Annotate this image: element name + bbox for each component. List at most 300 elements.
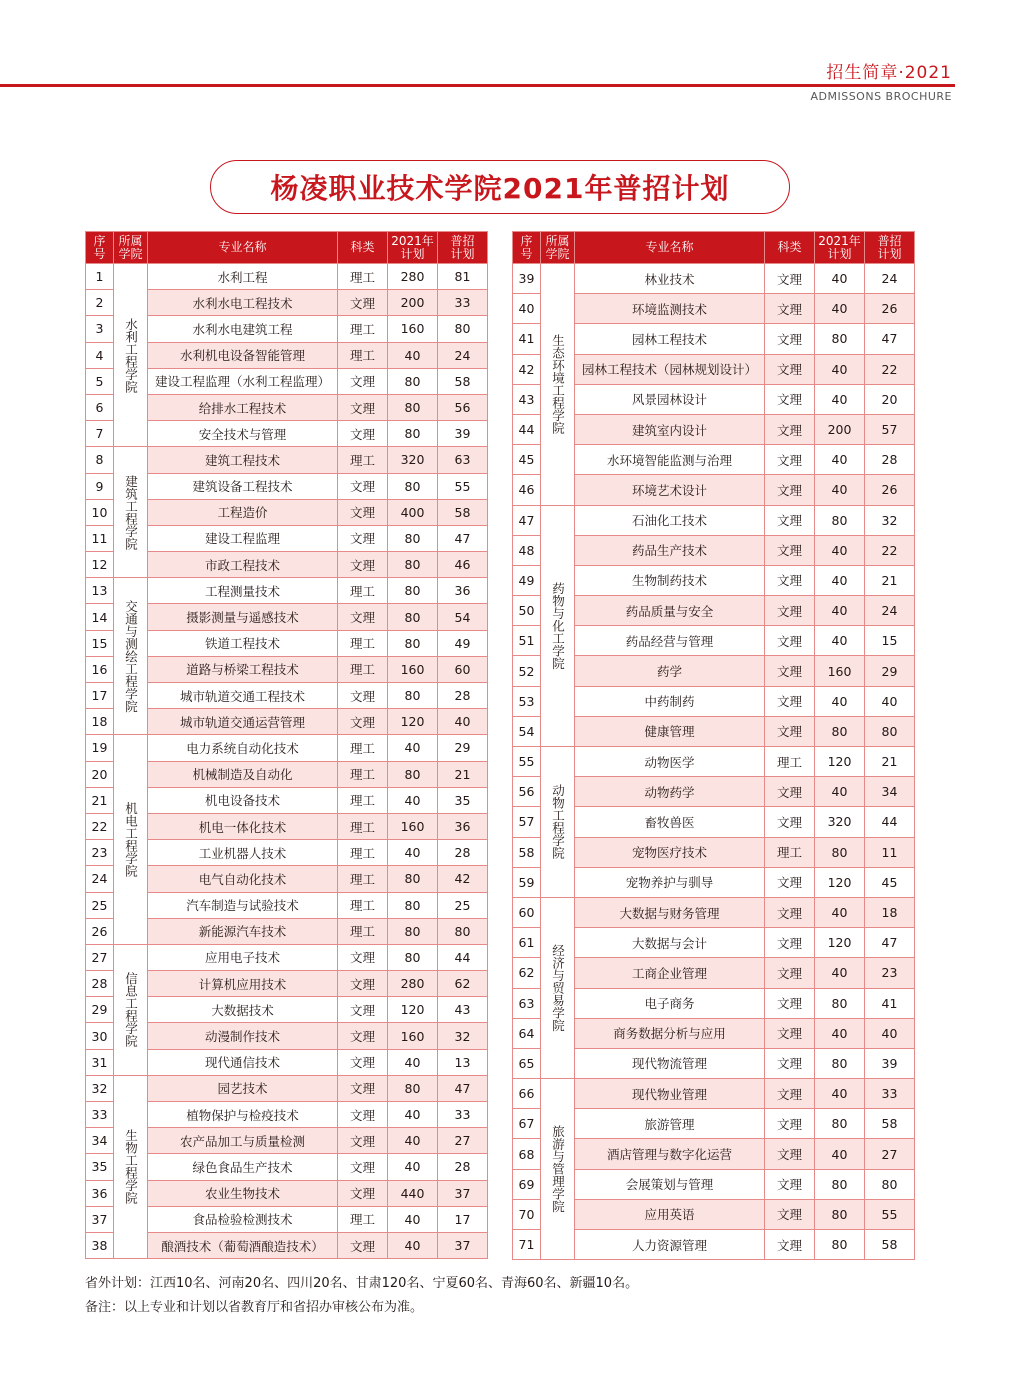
- plan-cell: 120: [388, 997, 438, 1023]
- major-cell: 大数据与会计: [575, 928, 765, 958]
- general-plan-cell: 27: [865, 1139, 915, 1169]
- general-plan-cell: 11: [865, 837, 915, 867]
- category-cell: 文理: [765, 264, 815, 294]
- plan-cell: 80: [815, 716, 865, 746]
- plan-cell: 80: [388, 421, 438, 447]
- plan-cell: 80: [388, 683, 438, 709]
- category-cell: 文理: [765, 656, 815, 686]
- major-cell: 药品生产技术: [575, 535, 765, 565]
- category-cell: 理工: [765, 747, 815, 777]
- seq-cell: 55: [513, 747, 541, 777]
- major-cell: 园艺技术: [148, 1075, 338, 1101]
- plan-cell: 120: [815, 747, 865, 777]
- category-cell: 文理: [765, 535, 815, 565]
- general-plan-cell: 21: [438, 761, 488, 787]
- plan-cell: 40: [388, 1206, 438, 1232]
- category-cell: 文理: [765, 958, 815, 988]
- seq-cell: 11: [86, 525, 114, 551]
- major-cell: 畜牧兽医: [575, 807, 765, 837]
- major-cell: 药学: [575, 656, 765, 686]
- major-cell: 植物保护与检疫技术: [148, 1102, 338, 1128]
- major-cell: 应用电子技术: [148, 944, 338, 970]
- seq-cell: 41: [513, 324, 541, 354]
- seq-cell: 27: [86, 944, 114, 970]
- general-plan-cell: 80: [438, 316, 488, 342]
- major-cell: 林业技术: [575, 264, 765, 294]
- major-cell: 建筑室内设计: [575, 414, 765, 444]
- outside-province-note: 省外计划：江西10名、河南20名、四川20名、甘肃120名、宁夏60名、青海60名、新疆10名。: [85, 1276, 639, 1291]
- plan-cell: 80: [388, 552, 438, 578]
- seq-cell: 42: [513, 354, 541, 384]
- seq-cell: 20: [86, 761, 114, 787]
- seq-cell: 31: [86, 1049, 114, 1075]
- plan-cell: 160: [388, 813, 438, 839]
- category-cell: 文理: [338, 604, 388, 630]
- category-cell: 理工: [338, 264, 388, 290]
- general-plan-cell: 60: [438, 656, 488, 682]
- college-cell: 动物工程学院: [541, 747, 575, 898]
- category-cell: 文理: [338, 290, 388, 316]
- category-cell: 文理: [765, 445, 815, 475]
- category-cell: 文理: [338, 473, 388, 499]
- plan-cell: 40: [388, 342, 438, 368]
- category-cell: 文理: [765, 626, 815, 656]
- general-plan-cell: 47: [865, 324, 915, 354]
- major-cell: 现代通信技术: [148, 1049, 338, 1075]
- major-cell: 机械制造及自动化: [148, 761, 338, 787]
- brochure-subtitle: ADMISSONS BROCHURE: [810, 90, 952, 103]
- seq-cell: 10: [86, 499, 114, 525]
- category-cell: 文理: [765, 1109, 815, 1139]
- general-plan-cell: 40: [865, 1018, 915, 1048]
- seq-cell: 9: [86, 473, 114, 499]
- category-cell: 理工: [338, 761, 388, 787]
- major-cell: 风景园林设计: [575, 384, 765, 414]
- category-cell: 理工: [338, 735, 388, 761]
- general-plan-cell: 28: [438, 840, 488, 866]
- plan-cell: 160: [388, 656, 438, 682]
- major-cell: 现代物业管理: [575, 1079, 765, 1109]
- general-plan-cell: 58: [865, 1109, 915, 1139]
- major-cell: 健康管理: [575, 716, 765, 746]
- seq-cell: 26: [86, 918, 114, 944]
- plan-cell: 80: [815, 1109, 865, 1139]
- general-plan-cell: 58: [438, 368, 488, 394]
- general-plan-cell: 47: [438, 1075, 488, 1101]
- category-cell: 文理: [765, 354, 815, 384]
- category-cell: 文理: [765, 716, 815, 746]
- general-plan-cell: 41: [865, 988, 915, 1018]
- plan-cell: 160: [815, 656, 865, 686]
- major-cell: 旅游管理: [575, 1109, 765, 1139]
- seq-cell: 15: [86, 630, 114, 656]
- major-cell: 环境艺术设计: [575, 475, 765, 505]
- major-cell: 电子商务: [575, 988, 765, 1018]
- category-cell: 文理: [338, 1232, 388, 1258]
- category-cell: 理工: [338, 342, 388, 368]
- category-cell: 文理: [338, 944, 388, 970]
- seq-cell: 24: [86, 866, 114, 892]
- major-cell: 工程造价: [148, 499, 338, 525]
- general-plan-cell: 32: [865, 505, 915, 535]
- category-cell: 文理: [338, 997, 388, 1023]
- seq-cell: 61: [513, 928, 541, 958]
- category-cell: 文理: [338, 1128, 388, 1154]
- plan-cell: 80: [388, 368, 438, 394]
- category-cell: 文理: [765, 1230, 815, 1260]
- general-plan-cell: 62: [438, 971, 488, 997]
- major-cell: 酒店管理与数字化运营: [575, 1139, 765, 1169]
- category-cell: 文理: [338, 1102, 388, 1128]
- table-row: [86, 578, 488, 604]
- major-cell: 工业机器人技术: [148, 840, 338, 866]
- seq-cell: 52: [513, 656, 541, 686]
- category-cell: 文理: [338, 709, 388, 735]
- category-cell: 文理: [765, 1139, 815, 1169]
- category-cell: 文理: [765, 988, 815, 1018]
- plan-cell: 40: [815, 626, 865, 656]
- major-cell: 水利水电建筑工程: [148, 316, 338, 342]
- general-plan-cell: 26: [865, 294, 915, 324]
- category-cell: 文理: [765, 867, 815, 897]
- col-seq: 序 号: [513, 232, 541, 264]
- plan-cell: 40: [815, 354, 865, 384]
- plan-cell: 40: [815, 565, 865, 595]
- general-plan-cell: 33: [438, 290, 488, 316]
- category-cell: 文理: [765, 807, 815, 837]
- col-general-plan: 普招 计划: [865, 232, 915, 264]
- col-major: 专业名称: [148, 232, 338, 264]
- seq-cell: 38: [86, 1232, 114, 1258]
- general-plan-cell: 80: [865, 716, 915, 746]
- seq-cell: 16: [86, 656, 114, 682]
- table-row: [513, 505, 915, 535]
- seq-cell: 12: [86, 552, 114, 578]
- seq-cell: 13: [86, 578, 114, 604]
- remark-note: 备注：以上专业和计划以省教育厅和省招办审核公布为准。: [85, 1300, 424, 1315]
- category-cell: 理工: [338, 787, 388, 813]
- general-plan-cell: 21: [865, 747, 915, 777]
- major-cell: 石油化工技术: [575, 505, 765, 535]
- plan-cell: 160: [388, 316, 438, 342]
- seq-cell: 22: [86, 813, 114, 839]
- plan-cell: 80: [815, 1199, 865, 1229]
- seq-cell: 65: [513, 1048, 541, 1078]
- major-cell: 电气自动化技术: [148, 866, 338, 892]
- plan-cell: 120: [388, 709, 438, 735]
- category-cell: 文理: [765, 475, 815, 505]
- table-header-row: [513, 232, 915, 264]
- plan-cell: 160: [388, 1023, 438, 1049]
- major-cell: 新能源汽车技术: [148, 918, 338, 944]
- college-cell: 生物工程学院: [114, 1075, 148, 1258]
- general-plan-cell: 49: [438, 630, 488, 656]
- major-cell: 园林工程技术: [575, 324, 765, 354]
- category-cell: 理工: [338, 447, 388, 473]
- seq-cell: 14: [86, 604, 114, 630]
- general-plan-cell: 25: [438, 892, 488, 918]
- category-cell: 理工: [338, 630, 388, 656]
- plan-cell: 80: [388, 892, 438, 918]
- general-plan-cell: 81: [438, 264, 488, 290]
- plan-cell: 80: [388, 604, 438, 630]
- plan-cell: 80: [388, 918, 438, 944]
- seq-cell: 68: [513, 1139, 541, 1169]
- general-plan-cell: 37: [438, 1180, 488, 1206]
- seq-cell: 4: [86, 342, 114, 368]
- major-cell: 机电一体化技术: [148, 813, 338, 839]
- plan-cell: 80: [388, 473, 438, 499]
- general-plan-cell: 15: [865, 626, 915, 656]
- general-plan-cell: 36: [438, 813, 488, 839]
- plan-cell: 40: [388, 1154, 438, 1180]
- seq-cell: 49: [513, 565, 541, 595]
- category-cell: 理工: [338, 1206, 388, 1232]
- college-cell: 信息工程学院: [114, 944, 148, 1075]
- college-cell: 建筑工程学院: [114, 447, 148, 578]
- college-cell: 机电工程学院: [114, 735, 148, 945]
- plan-cell: 320: [815, 807, 865, 837]
- major-cell: 安全技术与管理: [148, 421, 338, 447]
- plan-cell: 40: [815, 535, 865, 565]
- general-plan-cell: 44: [865, 807, 915, 837]
- major-cell: 城市轨道交通运营管理: [148, 709, 338, 735]
- category-cell: 文理: [765, 777, 815, 807]
- major-cell: 水利工程: [148, 264, 338, 290]
- category-cell: 文理: [338, 1154, 388, 1180]
- seq-cell: 33: [86, 1102, 114, 1128]
- table-header-row: [86, 232, 488, 264]
- general-plan-cell: 40: [865, 686, 915, 716]
- category-cell: 文理: [338, 394, 388, 420]
- general-plan-cell: 43: [438, 997, 488, 1023]
- plan-cell: 40: [815, 264, 865, 294]
- plan-cell: 200: [388, 290, 438, 316]
- major-cell: 摄影测量与遥感技术: [148, 604, 338, 630]
- plan-table-left: [85, 231, 488, 1259]
- category-cell: 文理: [338, 1049, 388, 1075]
- general-plan-cell: 45: [865, 867, 915, 897]
- seq-cell: 29: [86, 997, 114, 1023]
- general-plan-cell: 39: [865, 1048, 915, 1078]
- college-cell: 经济与贸易学院: [541, 897, 575, 1078]
- seq-cell: 67: [513, 1109, 541, 1139]
- plan-cell: 80: [815, 505, 865, 535]
- college-cell: 生态环境工程学院: [541, 264, 575, 506]
- plan-cell: 40: [815, 384, 865, 414]
- seq-cell: 40: [513, 294, 541, 324]
- general-plan-cell: 47: [438, 525, 488, 551]
- seq-cell: 56: [513, 777, 541, 807]
- plan-cell: 400: [388, 499, 438, 525]
- col-category: 科类: [765, 232, 815, 264]
- seq-cell: 53: [513, 686, 541, 716]
- plan-cell: 40: [388, 1232, 438, 1258]
- major-cell: 水利水电工程技术: [148, 290, 338, 316]
- major-cell: 中药制药: [575, 686, 765, 716]
- major-cell: 市政工程技术: [148, 552, 338, 578]
- seq-cell: 47: [513, 505, 541, 535]
- seq-cell: 7: [86, 421, 114, 447]
- plan-cell: 280: [388, 264, 438, 290]
- seq-cell: 3: [86, 316, 114, 342]
- seq-cell: 37: [86, 1206, 114, 1232]
- seq-cell: 25: [86, 892, 114, 918]
- plan-cell: 40: [815, 1018, 865, 1048]
- category-cell: 文理: [765, 686, 815, 716]
- category-cell: 文理: [765, 1199, 815, 1229]
- plan-cell: 40: [815, 958, 865, 988]
- seq-cell: 50: [513, 596, 541, 626]
- plan-cell: 80: [388, 578, 438, 604]
- college-cell: 水利工程学院: [114, 264, 148, 447]
- seq-cell: 44: [513, 414, 541, 444]
- plan-cell: 120: [815, 928, 865, 958]
- category-cell: 理工: [338, 578, 388, 604]
- major-cell: 水环境智能监测与治理: [575, 445, 765, 475]
- plan-cell: 40: [388, 840, 438, 866]
- col-major: 专业名称: [575, 232, 765, 264]
- seq-cell: 48: [513, 535, 541, 565]
- major-cell: 农产品加工与质量检测: [148, 1128, 338, 1154]
- general-plan-cell: 24: [865, 264, 915, 294]
- table-row: [513, 264, 915, 294]
- plan-cell: 80: [388, 761, 438, 787]
- major-cell: 建筑设备工程技术: [148, 473, 338, 499]
- seq-cell: 5: [86, 368, 114, 394]
- plan-table-right: [512, 231, 915, 1260]
- seq-cell: 64: [513, 1018, 541, 1048]
- major-cell: 宠物医疗技术: [575, 837, 765, 867]
- general-plan-cell: 22: [865, 354, 915, 384]
- seq-cell: 63: [513, 988, 541, 1018]
- seq-cell: 71: [513, 1230, 541, 1260]
- category-cell: 文理: [338, 1023, 388, 1049]
- plan-cell: 40: [815, 1139, 865, 1169]
- general-plan-cell: 37: [438, 1232, 488, 1258]
- seq-cell: 39: [513, 264, 541, 294]
- category-cell: 文理: [765, 384, 815, 414]
- general-plan-cell: 42: [438, 866, 488, 892]
- table-row: [513, 1079, 915, 1109]
- plan-cell: 320: [388, 447, 438, 473]
- category-cell: 文理: [338, 421, 388, 447]
- major-cell: 动漫制作技术: [148, 1023, 338, 1049]
- table-row: [86, 447, 488, 473]
- seq-cell: 17: [86, 683, 114, 709]
- major-cell: 汽车制造与试验技术: [148, 892, 338, 918]
- major-cell: 大数据技术: [148, 997, 338, 1023]
- plan-cell: 40: [815, 445, 865, 475]
- general-plan-cell: 40: [438, 709, 488, 735]
- plan-cell: 80: [388, 630, 438, 656]
- plan-cell: 40: [815, 596, 865, 626]
- brochure-title: 招生简章·2021: [826, 63, 952, 83]
- general-plan-cell: 44: [438, 944, 488, 970]
- general-plan-cell: 24: [865, 596, 915, 626]
- plan-cell: 440: [388, 1180, 438, 1206]
- plan-cell: 40: [815, 475, 865, 505]
- plan-cell: 80: [815, 1048, 865, 1078]
- header-divider: [0, 84, 955, 87]
- general-plan-cell: 63: [438, 447, 488, 473]
- category-cell: 理工: [338, 813, 388, 839]
- major-cell: 建设工程监理: [148, 525, 338, 551]
- col-college: 所属 学院: [541, 232, 575, 264]
- plan-cell: 80: [815, 324, 865, 354]
- major-cell: 铁道工程技术: [148, 630, 338, 656]
- seq-cell: 66: [513, 1079, 541, 1109]
- major-cell: 大数据与财务管理: [575, 897, 765, 927]
- col-general-plan: 普招 计划: [438, 232, 488, 264]
- plan-cell: 80: [388, 944, 438, 970]
- major-cell: 给排水工程技术: [148, 394, 338, 420]
- seq-cell: 46: [513, 475, 541, 505]
- seq-cell: 35: [86, 1154, 114, 1180]
- category-cell: 文理: [765, 1048, 815, 1078]
- category-cell: 文理: [765, 1079, 815, 1109]
- general-plan-cell: 20: [865, 384, 915, 414]
- major-cell: 环境监测技术: [575, 294, 765, 324]
- major-cell: 水利机电设备智能管理: [148, 342, 338, 368]
- seq-cell: 54: [513, 716, 541, 746]
- seq-cell: 62: [513, 958, 541, 988]
- general-plan-cell: 80: [438, 918, 488, 944]
- general-plan-cell: 28: [438, 1154, 488, 1180]
- seq-cell: 8: [86, 447, 114, 473]
- general-plan-cell: 13: [438, 1049, 488, 1075]
- plan-cell: 40: [388, 735, 438, 761]
- general-plan-cell: 27: [438, 1128, 488, 1154]
- general-plan-cell: 35: [438, 787, 488, 813]
- category-cell: 文理: [765, 897, 815, 927]
- major-cell: 建设工程监理（水利工程监理）: [148, 368, 338, 394]
- seq-cell: 58: [513, 837, 541, 867]
- category-cell: 文理: [338, 552, 388, 578]
- general-plan-cell: 29: [438, 735, 488, 761]
- category-cell: 理工: [338, 918, 388, 944]
- general-plan-cell: 26: [865, 475, 915, 505]
- major-cell: 建筑工程技术: [148, 447, 338, 473]
- category-cell: 文理: [338, 1075, 388, 1101]
- general-plan-cell: 29: [865, 656, 915, 686]
- plan-cell: 280: [388, 971, 438, 997]
- category-cell: 文理: [338, 971, 388, 997]
- plan-cell: 80: [388, 866, 438, 892]
- col-plan-2021: 2021年 计划: [815, 232, 865, 264]
- general-plan-cell: 39: [438, 421, 488, 447]
- general-plan-cell: 28: [865, 445, 915, 475]
- plan-cell: 80: [815, 988, 865, 1018]
- seq-cell: 51: [513, 626, 541, 656]
- major-cell: 农业生物技术: [148, 1180, 338, 1206]
- table-row: [86, 735, 488, 761]
- category-cell: 文理: [765, 505, 815, 535]
- major-cell: 电力系统自动化技术: [148, 735, 338, 761]
- category-cell: 文理: [765, 596, 815, 626]
- seq-cell: 23: [86, 840, 114, 866]
- category-cell: 文理: [765, 294, 815, 324]
- general-plan-cell: 32: [438, 1023, 488, 1049]
- major-cell: 城市轨道交通工程技术: [148, 683, 338, 709]
- major-cell: 道路与桥梁工程技术: [148, 656, 338, 682]
- general-plan-cell: 46: [438, 552, 488, 578]
- category-cell: 文理: [765, 324, 815, 354]
- seq-cell: 1: [86, 264, 114, 290]
- major-cell: 计算机应用技术: [148, 971, 338, 997]
- seq-cell: 59: [513, 867, 541, 897]
- seq-cell: 45: [513, 445, 541, 475]
